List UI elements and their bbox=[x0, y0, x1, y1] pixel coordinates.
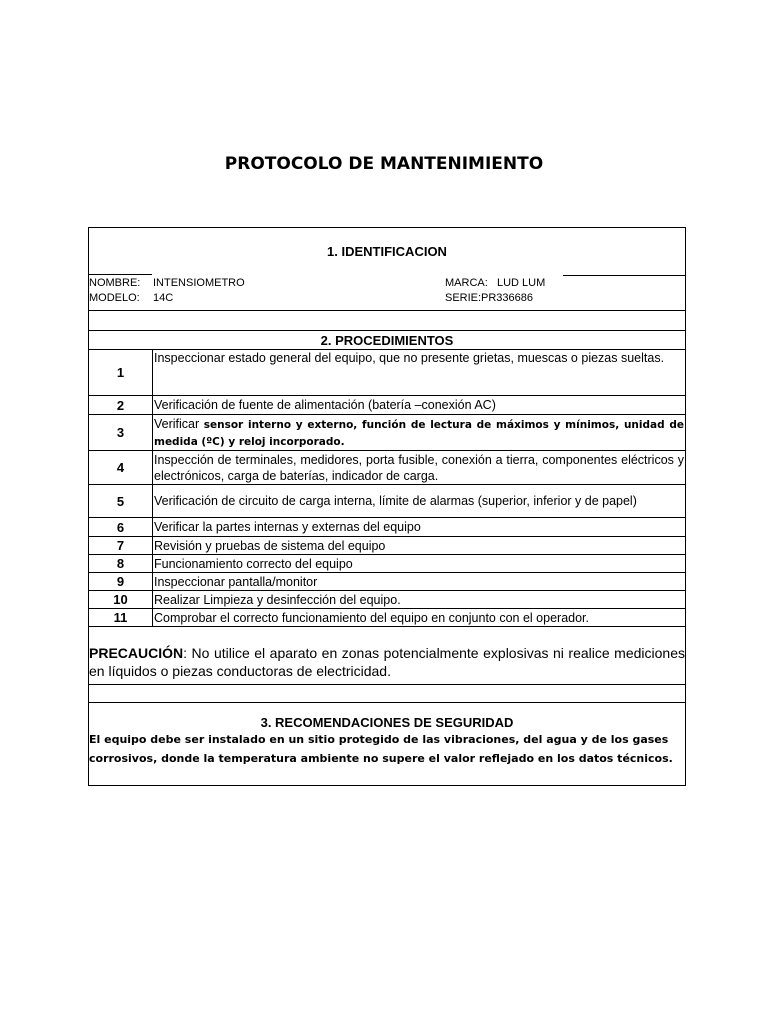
procedure-number: 3 bbox=[116, 425, 125, 440]
divider bbox=[89, 684, 685, 685]
precaution-body: : No utilice el aparato en zonas potencialmente explosivas ni realice mediciones en líquidos o piezas conductoras de electricidad. bbox=[89, 645, 685, 679]
procedure-text: Comprobar el correcto funcionamiento del equipo en conjunto con el operador. bbox=[154, 610, 589, 625]
protocol-form bbox=[88, 227, 686, 786]
procedure-number: 1 bbox=[116, 365, 125, 380]
procedure-row bbox=[89, 415, 685, 450]
procedure-text: Realizar Limpieza y desinfección del equipo. bbox=[154, 592, 401, 607]
procedure-text-bold: sensor interno y externo, función de lectura de máximos y mínimos, unidad de medida (ºC) y reloj incorporado. bbox=[154, 418, 684, 448]
modelo-label: MODELO: bbox=[89, 292, 140, 304]
procedure-text: Verificación de circuito de carga interna, límite de alarmas (superior, inferior y de papel) bbox=[154, 494, 637, 508]
procedure-row bbox=[89, 591, 685, 608]
procedure-number: 7 bbox=[116, 538, 125, 553]
serie-value: PR336686 bbox=[481, 292, 533, 304]
divider bbox=[89, 626, 685, 627]
marca-value: LUD LUM bbox=[497, 277, 546, 289]
procedure-row bbox=[89, 451, 685, 484]
procedure-text: Verificar la partes internas y externas del equipo bbox=[154, 520, 421, 534]
procedure-number: 8 bbox=[116, 556, 125, 571]
procedure-text bbox=[154, 416, 684, 450]
procedure-number: 11 bbox=[113, 610, 128, 625]
divider bbox=[563, 275, 685, 276]
security-text: El equipo debe ser instalado en un sitio protegido de las vibraciones, del agua y de los gases corrosivos, donde la temperatura ambiente no supere el valor reflejado en los datos técnicos. bbox=[89, 733, 673, 765]
marca-label: MARCA: bbox=[445, 277, 488, 289]
security-heading: 3. RECOMENDACIONES DE SEGURIDAD bbox=[260, 715, 514, 730]
identification-heading: 1. IDENTIFICACION bbox=[327, 244, 447, 259]
procedure-row bbox=[89, 485, 685, 517]
procedure-row bbox=[89, 609, 685, 626]
nombre-value: INTENSIOMETRO bbox=[153, 277, 245, 289]
procedure-row bbox=[89, 396, 685, 414]
procedure-text: Inspeccionar estado general del equipo, que no presente grietas, muescas o piezas sueltas. bbox=[154, 351, 665, 365]
divider bbox=[89, 330, 685, 331]
document-title: PROTOCOLO DE MANTENIMIENTO bbox=[224, 154, 544, 174]
procedure-number: 2 bbox=[116, 397, 125, 413]
precaution-label: PRECAUCIÓN bbox=[89, 645, 184, 661]
procedure-text: Funcionamiento correcto del equipo bbox=[154, 556, 353, 571]
procedure-row bbox=[89, 555, 685, 572]
procedure-number: 4 bbox=[116, 460, 125, 475]
procedure-row bbox=[89, 573, 685, 590]
serie-label: SERIE: bbox=[445, 292, 482, 304]
procedure-number: 10 bbox=[113, 592, 128, 607]
procedure-text: Revisión y pruebas de sistema del equipo bbox=[154, 538, 386, 553]
procedure-row bbox=[89, 518, 685, 536]
procedures-heading: 2. PROCEDIMIENTOS bbox=[320, 333, 454, 348]
procedure-text: Inspección de terminales, medidores, porta fusible, conexión a tierra, componentes eléctricos y electrónicos, carga de baterías, indicador de carga. bbox=[154, 452, 684, 483]
divider bbox=[89, 310, 685, 311]
precaution-text bbox=[89, 644, 685, 680]
divider bbox=[89, 274, 152, 275]
procedure-number: 6 bbox=[116, 519, 125, 535]
procedure-row bbox=[89, 537, 685, 554]
procedure-number: 5 bbox=[116, 493, 125, 509]
procedure-number: 9 bbox=[116, 574, 125, 589]
modelo-value: 14C bbox=[153, 292, 174, 304]
procedure-text-prefix: Verificar bbox=[154, 416, 204, 431]
divider bbox=[89, 702, 685, 703]
procedure-row bbox=[89, 350, 685, 395]
nombre-label: NOMBRE: bbox=[89, 277, 141, 289]
procedure-text: Verificación de fuente de alimentación (batería –conexión AC) bbox=[154, 398, 496, 412]
procedure-text: Inspeccionar pantalla/monitor bbox=[154, 574, 318, 589]
